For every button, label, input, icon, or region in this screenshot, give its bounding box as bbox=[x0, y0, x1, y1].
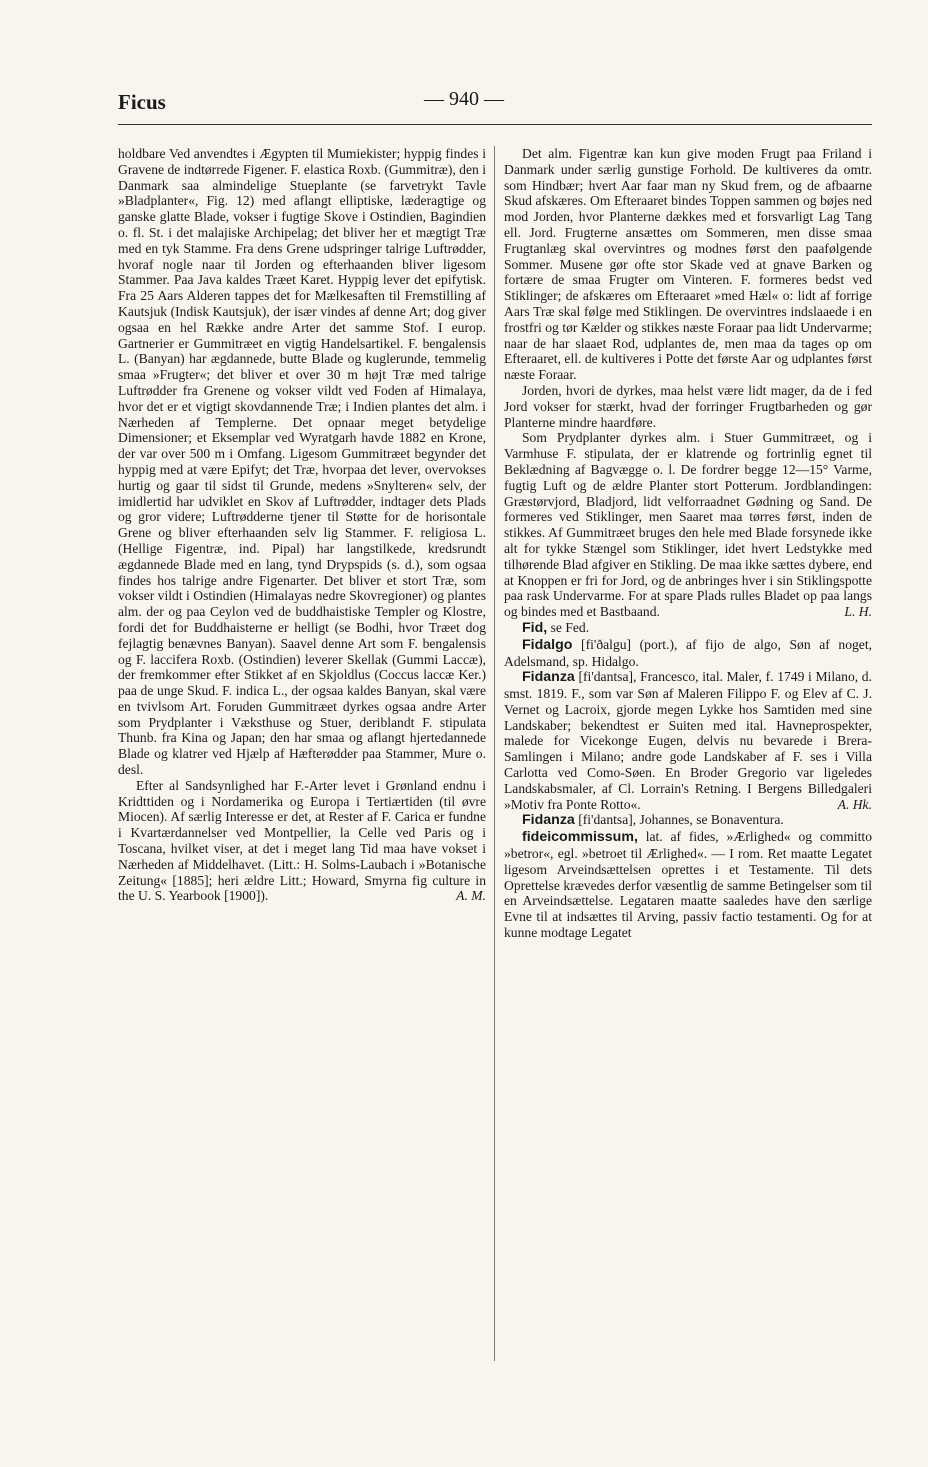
entry-fidalgo bbox=[504, 637, 872, 670]
column-divider bbox=[494, 146, 495, 1361]
author-signature: L. H. bbox=[844, 604, 872, 620]
left-column bbox=[118, 146, 486, 1371]
entry-text: [fi'ðalgu] (port.), af fijo de algo, Søn af noget, Adelsmand, sp. Hidalgo. bbox=[504, 636, 872, 669]
paragraph-text: Efter al Sandsynlighed har F.-Arter levet i Grønland endnu i Kridttiden og i Nordamerika og Europa i Tertiærtiden (til øvre Miocen). Af særlig Interesse er det, at Rester af F. Carica er fundne i Kvartærdannelser ved Montpellier, la Celle ved Paris og i Toscana, hvilket viser, at det i meget lang Tid maa have vokset i Nærheden af Middelhavet. (Litt.: H. Solms-Laubach i »Botanische Zeitung« [1885]; heri ældre Litt.; Howard, Smyrna fig culture in the U. S. Yearbook [1900]). bbox=[118, 777, 486, 904]
entry-term: fideicommissum, bbox=[522, 829, 638, 846]
right-column bbox=[504, 146, 872, 1371]
paragraph bbox=[504, 430, 872, 620]
entry-text: se Fed. bbox=[547, 619, 590, 635]
author-signature: A. Hk. bbox=[837, 796, 872, 812]
entry-text: lat. af fides, »Ærlighed« og committo »betror«, egl. »betroet til Ærlighed«. — I rom. Ret maatte Legatet ligesom Arveindsættelsen oprettes i et Testamente. Til dets Oprettelse krævedes derfor væsentlig de samme Betingelser som til en Arveindsættelse. Legataren maatte saaledes have den særlige Evne til at indsættes til Arving, passiv factio testamenti. Og for at kunne modtage Legatet bbox=[504, 829, 872, 941]
paragraph: holdbare Ved anvendtes i Ægypten til Mumiekister; hyppig findes i Gravene de indtørrede Figener. F. elastica Roxb. (Gummitræ), den i Danmark saa almindelige Stueplante (se farvetrykt Tavle »Bladplanter«, Fig. 12) med aflangt elliptiske, læderagtige og ganske glatte Blade, vokser i fugtige Skove i Ostindien, Bagindien o. fl. St. i det malajiske Archipelag; det bliver her et mægtigt Træ med en tyk Stamme. Fra dens Grene udspringer talrige Luftrødder, hvoraf nogle naar til Jorden og efterhaanden bliver ligesom Stammer. Paa Java kaldes Træet Karet. Hyppig lever det epifytisk. Fra 25 Aars Alderen tappes det for Mælkesaften til Fremstilling af Kautsjuk (Indisk Kautsjuk), der især vindes af denne Art; dog giver ogsaa en hel Række andre Arter det samme Stof. I europ. Gartnerier er Gummitræet en vigtig Handelsartikel. F. bengalensis L. (Banyan) har ægdannede, butte Blade og kuglerunde, temmelig smaa »Frugter«; det bliver et over 30 m højt Træ med talrige Luftrødder fra Grenene og vokser vildt ved Foden af Himalaya, hvor det er et vigtigt skovdannende Træ; i Indien plantes det alm. i Nærheden af Templerne. Det opnaar meget betydelige Dimensioner; et Eksemplar ved Wyratgarh havde 1882 en Krone, der var over 500 m i Omfang. Ligesom Gummitræet begynder det hyppig med at være Epifyt; det Træ, hvorpaa det lever, overvokses hurtig og gaar til sidst til Grunde, medens »Snylteren« selv, der imidlertid har udviklet en Skov af Luftrødder, indtager dets Plads og gror videre; Luftrødderne tjener til Støtte for de horisontale Grene og bliver efterhaanden selv lig Stammer. F. religiosa L. (Hellige Figentræ, ind. Pipal) har langstilkede, kredsrundt ægdannede Blade med en lang, tynd Drypspids (s. d.), som ogsaa findes hos talrige andre Figenarter. Det bliver et stort Træ, som vokser vildt i Ostindien (Himalayas nedre Skovregioner) og plantes alm. der og paa Ceylon ved de buddhaistiske Templer og Klostre, fordi det for Buddhaisterne er helligt (se Bodhi, hvor Træet dog fejlagtig benævnes Banyan). Saavel denne Art som F. bengalensis og F. laccifera Roxb. (Ostindien) leverer Skellak (Gummi Laccæ), der fremkommer efter Stikket af en Skjoldlus (Coccus laccæ Ker.) paa de unge Skud. F. indica L., der ogsaa kaldes Banyan, skal være en tvivlsom Art. Foruden Gummitræet dyrkes ogsaa andre Arter som Prydplanter i Væksthuse og Stuer, deriblandt F. stipulata Thunb. fra Kina og Japan; den har smaa og aflangt hjertedannede Blade og klatrer ved Hjælp af Hæfterødder paa Stammer, Mure o. desl. bbox=[118, 146, 486, 778]
paragraph: Jorden, hvori de dyrkes, maa helst være lidt mager, da de i fed Jord vokser for stærkt, hvad der forringer Frugtbarheden og gør Planterne mindre haardføre. bbox=[504, 382, 872, 430]
entry-term: Fid, bbox=[522, 619, 548, 636]
entry-fidanza-francesco bbox=[504, 669, 872, 812]
entry-term: Fidalgo bbox=[522, 636, 573, 653]
paragraph: Det alm. Figentræ kan kun give moden Frugt paa Friland i Danmark under særlig gunstige Forhold. De kultiveres da omtr. som Hindbær; hvert Aar faar man ny Skud frem, og de afbaarne Skud afskæres. Om Efteraaret bindes Toppen sammen og bøjes ned mod Jorden, hvor Planterne dækkes med et forsvarligt Lag Tang ell. Jord. Frugterne ansættes om Sommeren, men disse smaa Frugtanlæg skal overvintres og modnes først den paafølgende Sommer. Musene gør ofte stor Skade ved at gnave Barken og fortære de smaa Frugter om Vinteren. F. formeres bedst ved Stiklinger; de afskæres om Efteraaret »med Hæl« o: lidt af forrige Aars Træ skal følge med Stiklingen. De overvintres indslaaede i en frostfri og tør Kælder og stikkes næste Foraar paa lidt Undervarme; naar de har slaaet Rod, udplantes de, men maa da tages op om Efteraaret, ell. de kultiveres i Potte det første Aar og udplantes først næste Foraar. bbox=[504, 146, 872, 383]
running-head: Ficus bbox=[118, 90, 166, 114]
entry-term: Fidanza bbox=[522, 669, 575, 686]
entry-fidanza-johannes bbox=[504, 812, 872, 829]
entry-text: [fi'dantsa], Francesco, ital. Maler, f. 1749 i Milano, d. smst. 1819. F., som var Søn af Maleren Filippo F. og Elev af C. J. Vernet og Lacroix, gjorde megen Lykke hos Samtiden med sine Landskaber; bekendtest er Suiten med ital. Havneprospekter, malede for Vicekonge Eugen, delvis nu bevarede i Brera-Samlingen i Milano; andre gode Landskaber af F. ses i Villa Carlotta ved Como-Søen. En Broder Gregorio var ligeledes Landskabsmaler, af Cl. Lorrain's Retning. I Bergens Billedgaleri »Motiv fra Ponte Rotto«. bbox=[504, 669, 872, 812]
page-number: — 940 — bbox=[424, 88, 504, 110]
entry-term: Fidanza bbox=[522, 812, 575, 829]
paragraph bbox=[118, 778, 486, 904]
page-header bbox=[0, 84, 928, 124]
entry-fid bbox=[504, 620, 872, 637]
entry-text: [fi'dantsa], Johannes, se Bonaventura. bbox=[574, 812, 784, 828]
paragraph-text: Som Prydplanter dyrkes alm. i Stuer Gummitræet, og i Varmhuse F. stipulata, der er klatrende og fortrinlig egnet til Beklædning af Bagvægge o. l. De fordrer begge 12—15° Varme, fugtig Luft og de ældre Planter stort Potterum. Jordblandingen: Græstørvjord, Bladjord, lidt velforraadnet Gødning og Sand. De formeres ved Stiklinger, men Saaret maa tørres først, inden de stikkes. Af Gummitræet bruges den hele med Blade forsynede ikke alt for tykke Stængel som Stiklinger, idet hvert Ledstykke med tilhørende Blad afgiver en Stikling. De maa ikke sættes dybere, end at Knoppen er fri for Jord, og de anbringes hver i sin Stiklingspotte paa rask Undervarme. For at spare Plads rulles Bladet op paa langs og bindes med et Bastbaand. bbox=[504, 430, 872, 620]
header-rule bbox=[118, 124, 872, 125]
entry-fideicommissum bbox=[504, 829, 872, 941]
author-signature: A. M. bbox=[456, 888, 486, 904]
